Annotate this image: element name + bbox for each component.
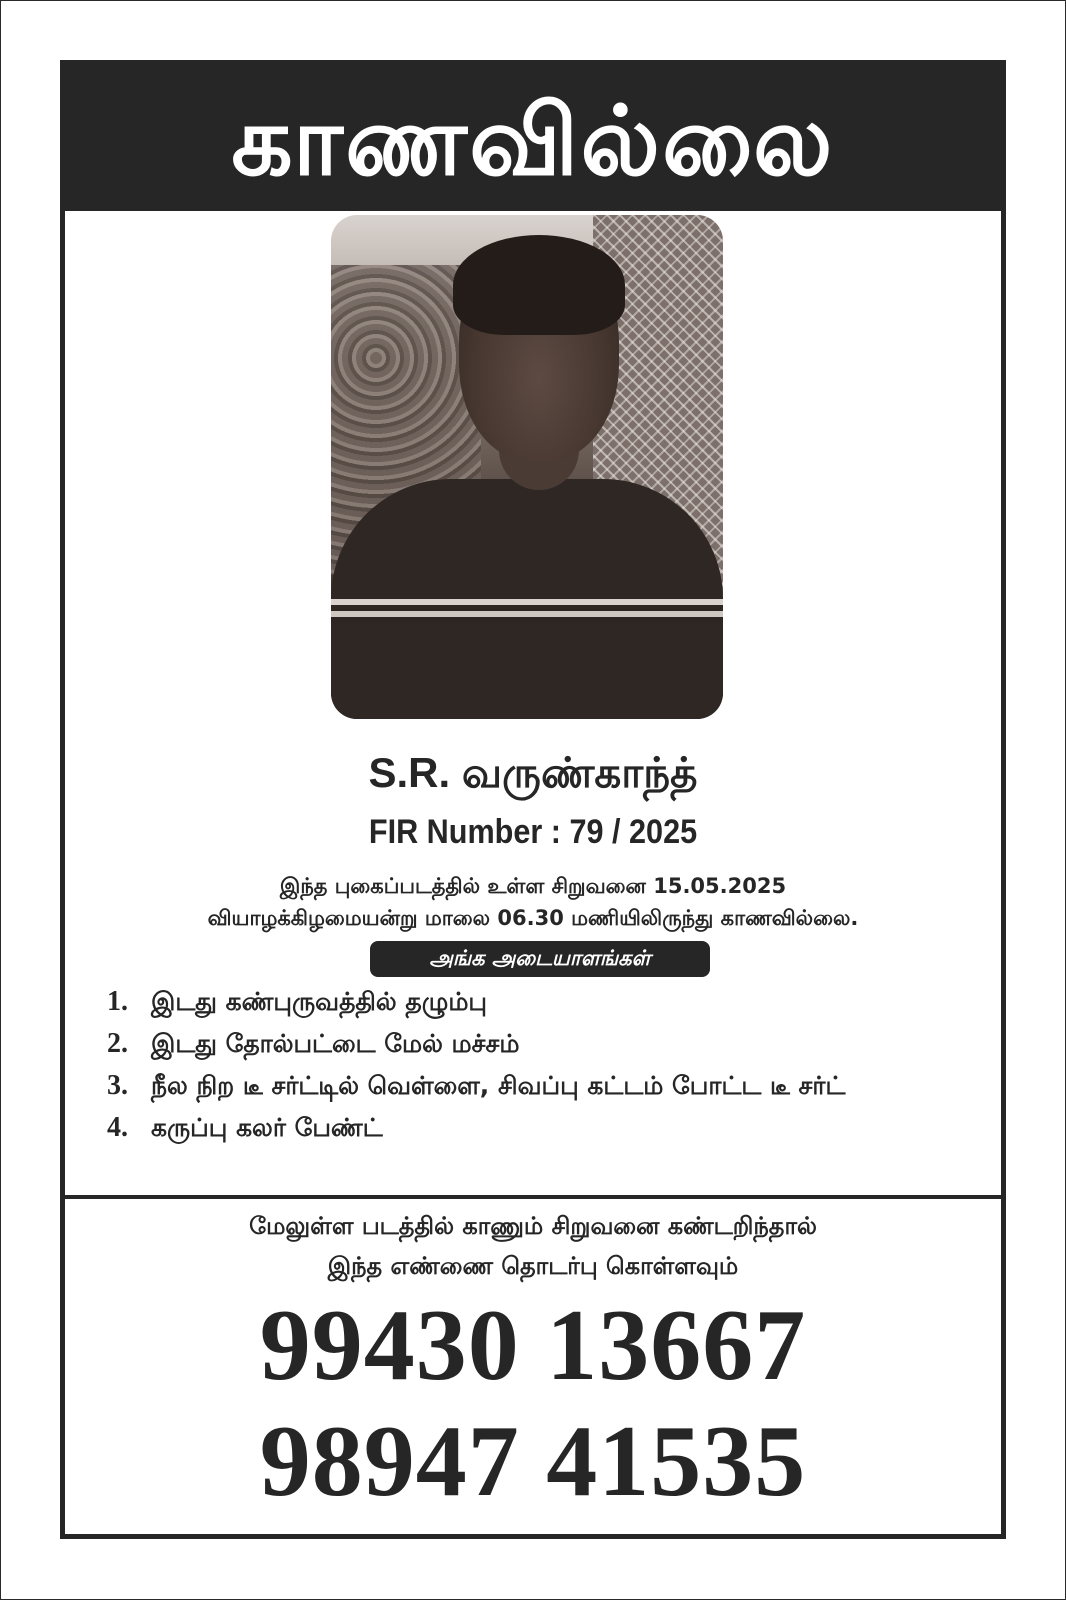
- poster-title: காணவில்லை: [231, 85, 835, 197]
- missing-person-photo: [331, 215, 723, 719]
- person-name: S.R. வருண்காந்த்: [368, 749, 698, 796]
- item-text: நீல நிற டீ சர்ட்டில் வெள்ளை, சிவப்பு கட்டம் போட்ட டீ சர்ட்: [151, 1071, 846, 1100]
- item-text: கருப்பு கலர் பேண்ட்: [151, 1113, 383, 1142]
- photo-hair: [453, 235, 625, 335]
- description-line-1: இந்த புகைப்படத்தில் உள்ள சிறுவனை 15.05.2025: [279, 874, 787, 898]
- item-number: 4.: [107, 1112, 128, 1143]
- identification-mark-item: [107, 1065, 967, 1107]
- identification-marks-heading: அங்க அடையாளங்கள்: [370, 941, 710, 977]
- item-number: 3.: [107, 1070, 128, 1101]
- fir-number: FIR Number : 79 / 2025: [368, 813, 698, 851]
- item-text: இடது கண்புருவத்தில் தழும்பு: [151, 987, 488, 1016]
- contact-instruction-line-1: மேலுள்ள படத்தில் காணும் சிறுவனை கண்டறிந்தால்: [249, 1212, 817, 1240]
- description-line-2: வியாழக்கிழமையன்று மாலை 06.30 மணியிலிருந்து காணவில்லை.: [207, 906, 859, 930]
- identification-marks-list: [107, 981, 967, 1149]
- contact-section: [65, 1195, 1001, 1539]
- contact-instruction-line-2: இந்த எண்ணை தொடர்பு கொள்ளவும்: [327, 1252, 739, 1280]
- item-number: 1.: [107, 986, 128, 1017]
- phone-number-1[interactable]: 99430 13667: [259, 1289, 807, 1402]
- identification-mark-item: [107, 981, 967, 1023]
- item-text: இடது தோல்பட்டை மேல் மச்சம்: [151, 1029, 520, 1058]
- photo-striped-shirt: [331, 479, 723, 719]
- identification-mark-item: [107, 1023, 967, 1065]
- missing-person-poster: [60, 60, 1006, 1539]
- phone-number-2[interactable]: 98947 41535: [259, 1405, 807, 1518]
- title-banner: [65, 65, 1001, 211]
- identification-mark-item: [107, 1107, 967, 1149]
- item-number: 2.: [107, 1028, 128, 1059]
